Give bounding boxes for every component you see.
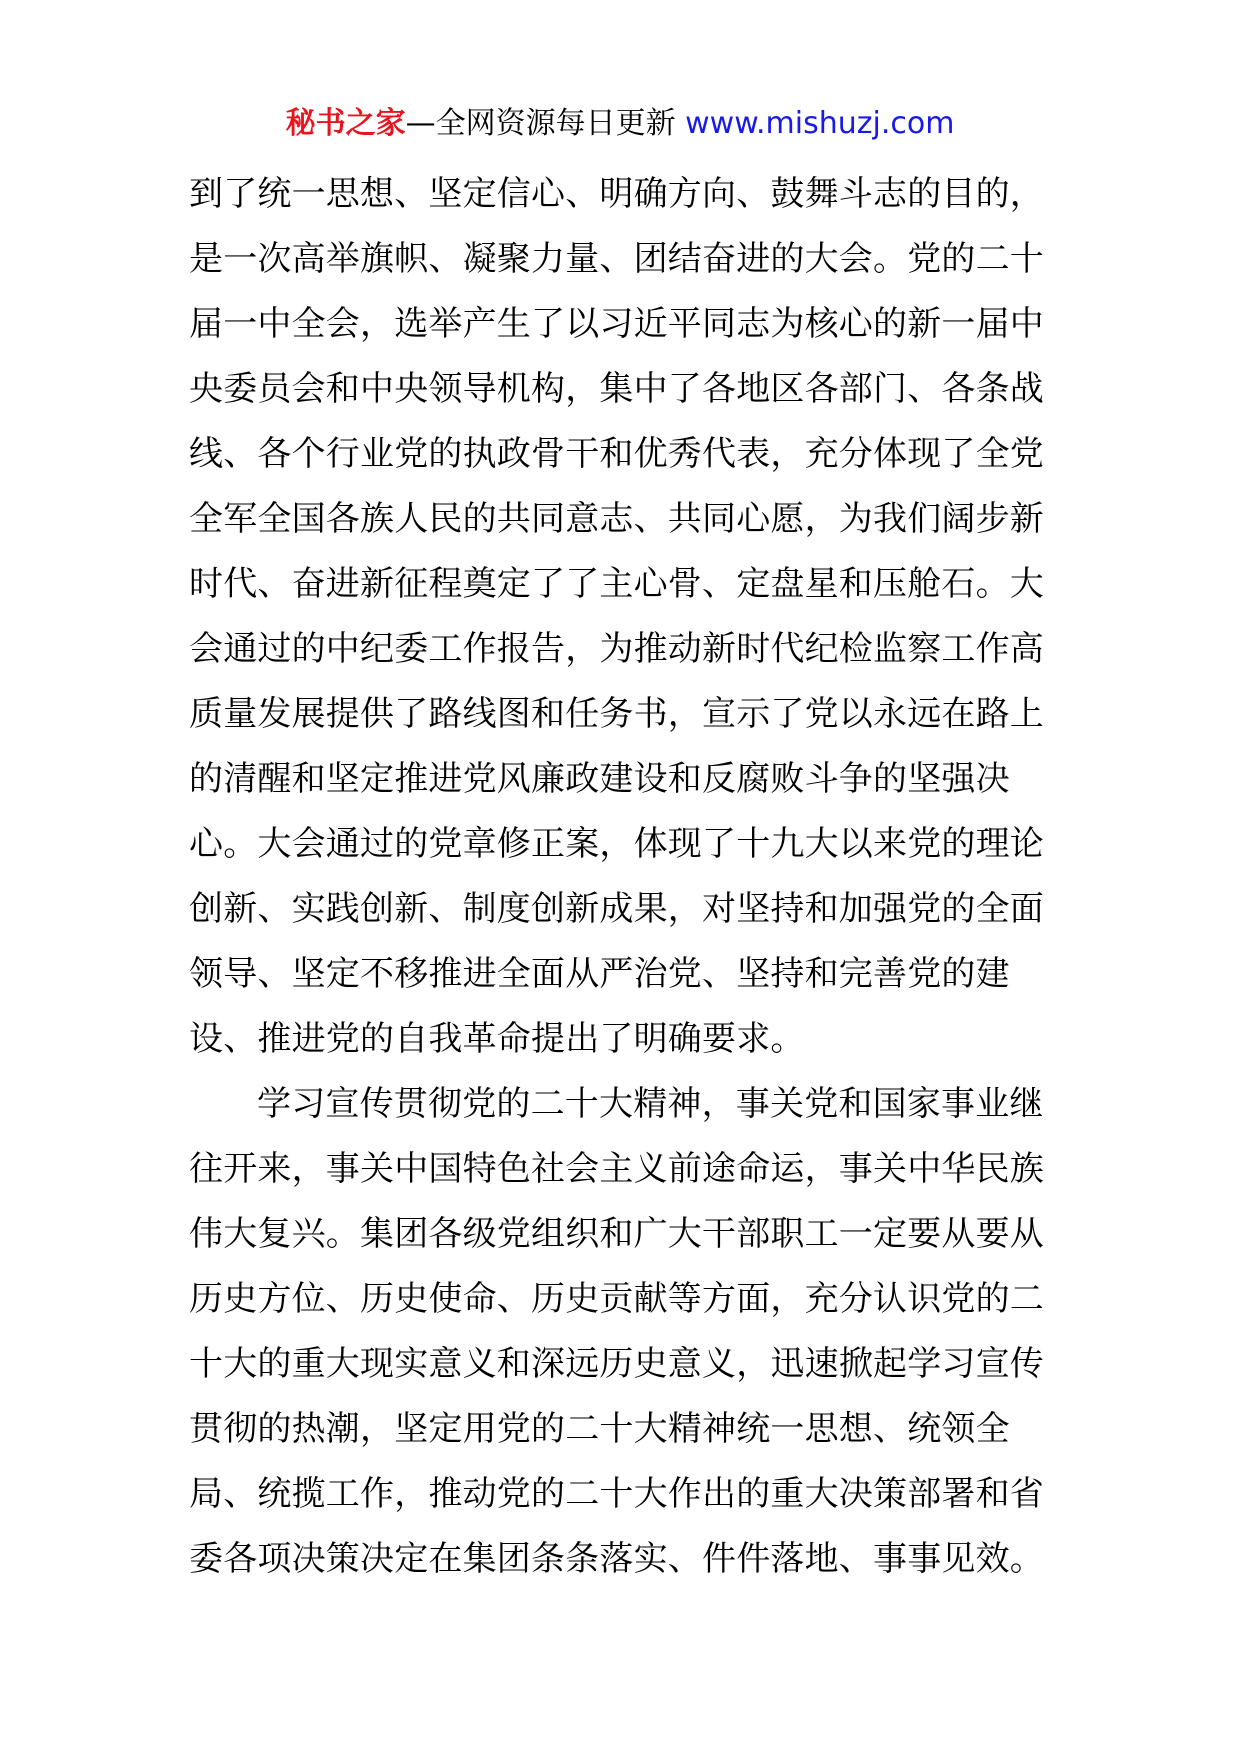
site-url-link[interactable]: www.mishuzj.com — [685, 106, 955, 141]
text-line: 局、统揽工作，推动党的二十大作出的重大决策部署和省 — [189, 1474, 1044, 1514]
text-line: 伟大复兴。集团各级党组织和广大干部职工一定要从要从 — [189, 1214, 1044, 1254]
text-line: 会通过的中纪委工作报告，为推动新时代纪检监察工作高 — [189, 629, 1044, 669]
text-line: 质量发展提供了路线图和任务书，宣示了党以永远在路上 — [189, 694, 1044, 734]
text-line: 心。大会通过的党章修正案，体现了十九大以来党的理论 — [189, 824, 1044, 864]
text-line: 届一中全会，选举产生了以习近平同志为核心的新一届中 — [189, 304, 1044, 344]
text-line: 时代、奋进新征程奠定了了主心骨、定盘星和压舱石。大 — [189, 564, 1044, 604]
text-line: 是一次高举旗帜、凝聚力量、团结奋进的大会。党的二十 — [189, 239, 1044, 279]
text-line: 设、推进党的自我革命提出了明确要求。 — [189, 1019, 805, 1059]
document-body — [189, 162, 1059, 1592]
text-line: 委各项决策决定在集团条条落实、件件落地、事事见效。 — [189, 1539, 1044, 1579]
text-line: 往开来，事关中国特色社会主义前途命运，事关中华民族 — [189, 1149, 1044, 1189]
text-line: 线、各个行业党的执政骨干和优秀代表，充分体现了全党 — [189, 434, 1044, 474]
page-header — [0, 102, 1240, 146]
header-tagline: —全网资源每日更新 — [405, 106, 686, 141]
text-line: 十大的重大现实意义和深远历史意义，迅速掀起学习宣传 — [189, 1344, 1044, 1384]
paragraph-start-line: 学习宣传贯彻党的二十大精神，事关党和国家事业继 — [257, 1084, 1044, 1124]
text-line: 领导、坚定不移推进全面从严治党、坚持和完善党的建 — [189, 954, 1010, 994]
text-line: 全军全国各族人民的共同意志、共同心愿，为我们阔步新 — [189, 499, 1044, 539]
text-line: 的清醒和坚定推进党风廉政建设和反腐败斗争的坚强决 — [189, 759, 1010, 799]
text-line: 央委员会和中央领导机构，集中了各地区各部门、各条战 — [189, 369, 1044, 409]
text-line: 历史方位、历史使命、历史贡献等方面，充分认识党的二 — [189, 1279, 1044, 1319]
text-line: 创新、实践创新、制度创新成果，对坚持和加强党的全面 — [189, 889, 1044, 929]
brand-name: 秘书之家 — [285, 106, 406, 141]
text-line: 贯彻的热潮，坚定用党的二十大精神统一思想、统领全 — [189, 1409, 1010, 1449]
text-line: 到了统一思想、坚定信心、明确方向、鼓舞斗志的目的， — [189, 174, 1044, 214]
